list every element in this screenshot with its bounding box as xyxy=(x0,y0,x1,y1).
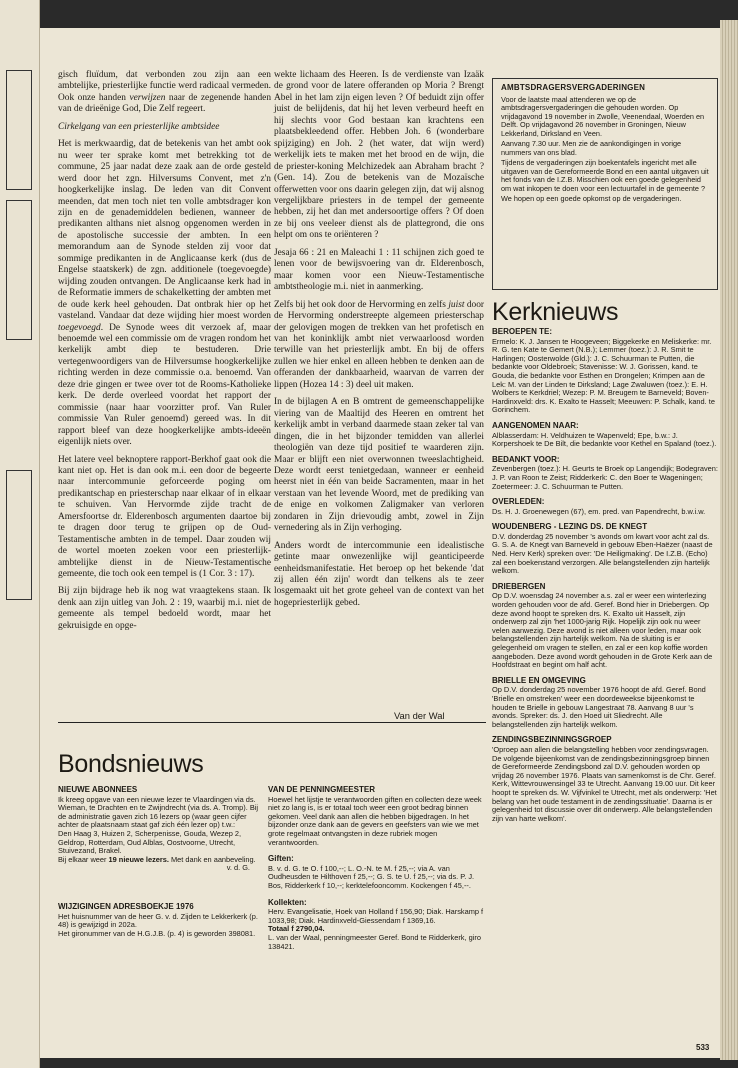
bondsnieuws-section xyxy=(58,750,488,951)
paragraph: Op D.V. woensdag 24 november a.s. zal er weer een winterlezing worden gehouden voor de afd. Geref. Bond hier in Driebergen. Op deze avond hoopt te spreken drs. K. Exalto uit Hasselt, zijn onderwerp zal zijn 'het 1000-jarig Rijk. Hopelijk zijn ook nu weer velen aanwezig. Deze avond is niet alleen voor leden, maar ook belangstellenden zijn hartelijk welkom. Na de sluiting is er gelegenheid om vragen te stellen, en zal er een kop koffie worden aangeboden. Deze avond wordt gehouden in de Grote Kerk aan de Hoofdstraat en begint om half acht. xyxy=(492,591,713,670)
subheading: WIJZIGINGEN ADRESBOEKJE 1976 xyxy=(58,901,194,911)
total: Totaal f 2790,04. xyxy=(268,924,325,934)
article-column-1 xyxy=(58,70,271,638)
box-title: AMBTSDRAGERSVERGADERINGEN xyxy=(501,83,646,92)
paragraph: Zevenbergen (toez.): H. Geurts te Broek op Langendijk; Bodegraven: J. P. van Roon te Zeist; Ridderkerk: C. den Boer te Wageningen; Zoetermeer: J. C. Schuurman te Putten. xyxy=(492,464,718,491)
subheading: BEROEPEN TE: xyxy=(492,327,553,336)
kerknieuws-section xyxy=(492,298,718,823)
bondsnieuws-column-2 xyxy=(268,786,488,951)
article-column-2 xyxy=(274,70,484,615)
subheading: NIEUWE ABONNEES xyxy=(58,785,138,794)
subheading: VAN DE PENNINGMEESTER xyxy=(268,785,375,794)
subheading: Kollekten: xyxy=(268,897,307,907)
paragraph: Het latere veel beknoptere rapport-Berkhof gaat ook die kant niet op. Het is dan ook m.i. een door de begeerte naar intercommunie geforceerde poging om predikantschap en priesterschap naar elkaar of in elkaar te schuiven. Van Hervormde zijde tracht de Amersfoortse dr. Elderenbosch argumenten daartoe bij te dragen door terug te grijpen op de Oud-Testamentische ambten in de tempel. Daar zouden wij de wortel moeten zoeken voor een priesterlijk-ambtelijke dienst in de Nieuw-Testamentische gemeente, die toch ook een tempel is (1 Cor. 3 : 17). xyxy=(58,454,271,580)
adjacent-page-box xyxy=(6,200,32,340)
paragraph: D.V. donderdag 25 november 's avonds om kwart voor acht zal ds. G. S. A. de Knegt van Barneveld in gebouw Eben-Haëzer (naast de Ned. Herv Kerk) spreken over: 'De Heiligmaking'. De I.Z.B. (Echo) zal een boekenstand verzorgen. Alle belangstellenden zijn hartelijk welkom. xyxy=(492,531,713,576)
subheading: DRIEBERGEN xyxy=(492,581,546,591)
ambtsdragers-box xyxy=(492,78,718,290)
paragraph: Anders wordt de intercommunie een idealistische getinte maar onwezenlijke wijl geanticipeerde eenheidsmanifestatie. Het beroep op het bekende 'dat zij allen één zijn' wordt dan telkens als te zeer losgemaakt uit het grote geheel van de context van het hogepriesterlijk gebed. xyxy=(274,540,484,608)
paragraph: Zelfs bij het ook door de Hervorming en zelfs juist door de Hervorming onderstreepte algemeen priesterschap der gelovigen mogen de trekken van het profetisch en van het koninklijk ambt niet verwaarloosd worden terwille van het priesterlijk ambt. En bij de offers zullen we hier enkel en alleen hebben te denken aan de offeranden der dankbaarheid, waarvan de varren der lippen (Hozea 14 : 3) deel uit maken. xyxy=(274,299,485,390)
signature: L. van der Waal, penningmeester Geref. Bond te Ridderkerk, giro 138421. xyxy=(268,932,481,951)
paragraph: Ik kreeg opgave van een nieuwe lezer te Vlaardingen via ds. Wieman, te Drachten en te Zwijndrecht (via ds. A. Tromp). Bij de administratie gaven zich 16 lezers op (waar geen cijfer achter de plaatsnaam staat gaf zich één lezer op) t.w.: xyxy=(58,794,259,830)
paragraph: gisch fluïdum, dat verbonden zou zijn aan een ambtelijke, priesterlijke functie werd radicaal vermeden. Ook onze handen verwijzen naar de zegenende handen van de drieënige God, Die Zelf regeert. xyxy=(58,70,272,115)
paragraph: Tijdens de vergaderingen zijn boekentafels ingericht met alle uitgaven van de Gereformeerde Bond en een aantal uitgaven uit het fonds van de I.Z.B. Misschien ook een goede gelegenheid om wat inkopen te doen voor een lectuurtafel in de gemeente ? xyxy=(501,158,709,193)
subheading: Giften: xyxy=(268,854,294,864)
section-title: Bondsnieuws xyxy=(58,750,204,778)
paragraph: Het huisnummer van de heer G. v. d. Zijden te Lekkerkerk (p. 48) is gewijzigd in 202a. xyxy=(58,911,258,930)
page-number: 533 xyxy=(696,1043,710,1052)
section-title: Kerknieuws xyxy=(492,298,619,326)
paragraph: Voor de laatste maal attenderen we op de ambtsdragersvergaderingen die gehouden worden. Op vrijdagavond 19 november in Zwolle, Veenendaal, Woerden en Delft. Op vrijdagavond 26 november in Groningen, Nieuw Lekkerland, Dirksland en Veen. xyxy=(501,94,705,138)
paragraph: Ermelo: K. J. Jansen te Hoogeveen; Biggekerke en Meliskerke: mr. R. G. ten Kate te Gemert (N.B.); Lemmer (toez.): J. R. Smit te Harlingen; Oosterwolde (Gld.): J. C. Schuurman te Putten, die bedankte voor Oldebroek; Stavenisse: W. J. Gorissen, kand. te Gouda, die bedankte voor Esthen en Drongelen; Krimpen aan de Lek: M. van der Linden te Dirksland; Lage Zwaluwen (toez.): E. H. Wolbers te Kerkdriel; Wezep: P. M. Breugem te Barneveld; Boven-Hardinxveld: drs. K. Exalto te Hasselt; Meeuwen: P. Schalk, kand. te Gorinchem. xyxy=(492,336,715,415)
paragraph: 'Oproep aan allen die belangstelling hebben voor zendingsvragen. De volgende bijeenkomst van de zendingsbezinningsgroep binnen de Gereformeerde Zendingsbond zal D.V. gehouden worden op vrijdag 26 november 1976. Plaats van samenkomst is de Chr. Geref. Kerk, Wittevrouwensingel 33 te Utrecht. Aanvang 19.00 uur. Dit keer hoopt te spreken ds. W. Vijfvinkel te Utrecht, met als onderwerp: 'Het belang van het oude testament in de zendingssituatie'. Daarna is er gelegenheid tot discussie over dit onderwerp. Alle belangstellenden zijn van harte welkom'. xyxy=(492,744,717,823)
magazine-page xyxy=(40,28,720,1058)
paragraph: Het is merkwaardig, dat de betekenis van het ambt ook nu weer ter sprake komt met betrekking tot de commune, 25 jaar nadat deze zaak aan de orde gesteld werd door het zgn. Hilversums Convent, met z'n hoogkerkelijke inslag. De leden van dit Convent meenden, dat men toch niet ten volle ambtsdrager kon zijn en de genademiddelen bedienen, wanneer de predikanten althans niet alsnog opgenomen werden in de apostolische successie der ambten. In een memorandum aan de Synode stelden zij voor dat sommige predikanten in de Anglicaanse kerk (dus de Engelse staatskerk) de zgn. additionele (toegevoegde) wijding zouden ontvangen. De Anglicaanse kerk had in de Reformatie immers de schakelketting der ambten met de oude kerk heel gehouden. Dat ontbrak hier op het vasteland. Vandaar dat deze wijding hier moest worden toegevoegd. De Synode wees dit verzoek af, maar benoemde wel een commissie om de vragen rondom het kerkelijk ambt diep te bestuderen. Drie vertegenwoordigers van de Hilversumse hoogkerkelijke richting werden in deze commissie o.a. benoemd. Van deze drie gingen er twee over tot de Rooms-Katholieke kerk. De derde overleed voordat het rapport der commissie (naar haar voorzitter prof. Van Ruler commissie Van Ruler genoemd) gereed was. In dit rapport bleef van deze hoogkerkelijke ambts-ideeën eigenlijk niets over. xyxy=(58,139,271,448)
paragraph: Herv. Evangelisatie, Hoek van Holland f 156,90; Diak. Harskamp f 1033,98; Diak. Hardinxveld-Giessendam f 1369,16. xyxy=(268,907,484,925)
subheading: WOUDENBERG - LEZING DS. DE KNEGT xyxy=(492,522,648,532)
adjacent-page-edge xyxy=(0,0,40,1068)
paragraph: Bij elkaar weer 19 nieuwe lezers. Met dank en aanbeveling. xyxy=(58,854,256,864)
paragraph: Den Haag 3, Huizen 2, Scherpenisse, Gouda, Wezep 2, Geldrop, Rotterdam, Oud Alblas, Oostvoorne, Utrecht, Stuivezand, Brakel. xyxy=(58,828,242,856)
subheading: ZENDINGSBEZINNINGSGROEP xyxy=(492,735,612,745)
subheading: BEDANKT VOOR: xyxy=(492,454,560,464)
paragraph: Bij zijn bijdrage heb ik nog wat vraagtekens staan. Ik denk aan zijn uitleg van Joh. 2 : 19, waarbij m.i. niet de gemeente als tempel bedoeld wordt, maar het gekruisigde en opge- xyxy=(58,586,271,631)
adjacent-page-box xyxy=(6,70,32,190)
paragraph: B. v. d. G. te O. f 100,--; L. O.-N. te M. f 25,--; via A. van Oudheusden te Hilthoven f 25,--; G. S. te U. f 25,--; via ds. P. J. Bos, Ridderkerk f 10,--; kerktelefooncomm. Kockengen f 45,--. xyxy=(268,863,475,890)
signature: v. d. G. xyxy=(226,863,250,873)
article-subheading: Cirkelgang van een priesterlijke ambtsidee xyxy=(58,121,220,132)
paragraph: Jesaja 66 : 21 en Maleachi 1 : 11 schijnen zich goed te lenen voor de bewijsvoering van dr. Elderenbosch, maar komen voor een Nieuw-Testamentische ambtstheologie m.i. niet in aanmerking. xyxy=(274,247,484,293)
paragraph: Hoewel het lijstje te verantwoorden giften en collecten deze week niet zo lang is, is er totaal toch weer een groot bedrag binnen gekomen. Veel dank aan allen die hebben bijgedragen. In het bijzonder onze dank aan de gevers en geefsters van wie we met grote regelmaat ontvangsten in deze rubriek mogen verantwoorden. xyxy=(268,794,482,847)
subheading: OVERLEDEN: xyxy=(492,497,545,507)
section-divider xyxy=(58,722,486,723)
paragraph: In de bijlagen A en B omtrent de gemeenschappelijke viering van de Maaltijd des Heeren en omtrent het kerkelijk ambt in verband daarmede staan zeker tal van dingen, die in het bijzonder temidden van allerlei theologiën van deze tijd positief te waarderen zijn. Maar er blijft een niet overwonnen tweeslachtigheid. Deze wordt eerst tenietgedaan, wanneer er eenheid heerst niet in één van beide Sacramenten, maar in het verstaan van het levende Woord, met de prediking van de enige en volkomen Zaligmaker van verloren zondaren in Zijn drievoudig ambt, zowel in Zijn vernedering als in Zijn verhoging. xyxy=(274,397,484,534)
paragraph: Aanvang 7.30 uur. Men zie de aankondigingen in vorige nummers van ons blad. xyxy=(501,139,682,157)
bondsnieuws-column-1 xyxy=(58,786,260,938)
adjacent-page-box xyxy=(6,470,32,600)
paragraph: We hopen op een goede opkomst op de vergaderingen. xyxy=(501,194,682,203)
subheading: BRIELLE EN OMGEVING xyxy=(492,675,586,685)
subheading: AANGENOMEN NAAR: xyxy=(492,420,579,430)
paragraph: Het gironummer van de H.G.J.B. (p. 4) is geworden 398081. xyxy=(58,928,256,938)
paragraph: wekte lichaam des Heeren. Is de verdienste van Izaäk de grond voor de latere offeranden op Moria ? Brengt Abel in het lam zijn eigen leven ? Of beduidt zijn offer juist de belijdenis, dat hij het leven verbeurd heeft en hij slechts voor God bestaan kan krachtens een plaatsbekleedend offer. Hebben Joh. 6 (wonderbare spijziging) en Joh. 2 (het water, dat wijn werd) werkelijk iets te maken met het brood en de wijn, die de priester-koning Melchizedek aan Abraham bracht ? (Gen. 14). Zou de betekenis van de Mozaïsche offerwetten voor ons daarin gelegen zijn, dat wij alsnog vergelijkbare priesters in de tempel der gemeente hebben, zij het dan met andersoortige offers ? Of doen ze bij ons veeleer dienst als de plattegrond, die ons helpt om ons te oriënteren ? xyxy=(274,70,484,241)
article-signature: Van der Wal xyxy=(394,710,445,721)
paragraph: Alblasserdam: H. Veldhuizen te Wapenveld; Epe, b.w.: J. Korpershoek te De Bilt, die bedankte voor Kethel en Spaland (toez.). xyxy=(492,430,717,449)
paragraph: Ds. H. J. Groenewegen (67), em. pred. van Papendrecht, b.w.i.w. xyxy=(492,506,706,516)
paragraph: Op D.V. donderdag 25 november 1976 hoopt de afd. Geref. Bond 'Brielle en omstreken' weer een doordeweekse bijeenkomst te houden te Brielle in gebouw Langestraat 78. Aanvang 8 uur 's avonds. Spreker: ds. J. den Hoed uit Sliedrecht. Alle belangstellenden zijn hartelijk welkom. xyxy=(492,685,706,729)
page-stack-edge xyxy=(720,20,738,1060)
